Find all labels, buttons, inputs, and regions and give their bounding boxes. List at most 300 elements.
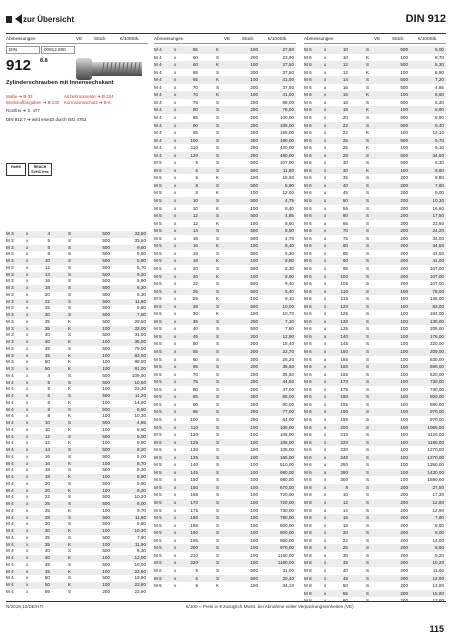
cell-x: x [174, 522, 177, 528]
cell-x: x [324, 537, 327, 543]
cell-thread: M 4 [6, 393, 14, 398]
product-title: Zylinderschrauben mit Innensechskant [6, 80, 114, 86]
cell-price: 7,90 [435, 515, 444, 521]
cell-x: x [26, 359, 29, 365]
cell-thread: M 5 [154, 500, 162, 505]
cell-quantity: 500 [102, 231, 110, 236]
cell-price: 78,00 [282, 107, 294, 113]
cell-thread: M 3 [6, 352, 14, 358]
cell-quantity: 200 [400, 182, 408, 188]
cell-thread: M 3 [6, 258, 14, 263]
table-row [304, 507, 446, 515]
cell-price: 8,40 [285, 243, 294, 249]
cell-price: 20,40 [282, 575, 294, 581]
cell-length: 55 [192, 349, 198, 354]
cell-x: x [26, 480, 29, 486]
cell-thread: M 6 [304, 326, 312, 332]
cell-x: x [174, 341, 177, 347]
table-row [304, 144, 446, 152]
cell-ve: K [216, 296, 220, 302]
cell-length: 8 [47, 413, 50, 419]
cell-price: 630,00 [429, 356, 444, 362]
cell-length: 30 [44, 312, 50, 317]
table-row [154, 114, 296, 122]
cell-length: 60 [192, 356, 198, 362]
cell-thread: M 6 [304, 311, 312, 317]
cell-price: 1350,00 [427, 462, 444, 468]
table-row [304, 371, 446, 379]
cell-ve: K [216, 273, 220, 279]
table-row [6, 265, 148, 272]
cell-x: x [174, 356, 177, 362]
cell-length: 16 [342, 84, 348, 90]
table-row [304, 54, 446, 62]
cell-length: 175 [340, 386, 348, 392]
cell-price: 8,90 [137, 474, 146, 479]
cell-x: x [324, 99, 327, 105]
column-header-stueck: Stück [242, 36, 254, 41]
cell-ve: S [68, 345, 72, 351]
column-header-stueck: Stück [94, 36, 106, 41]
cell-thread: M 8 [304, 567, 312, 573]
cell-x: x [26, 386, 29, 392]
cell-quantity: 500 [102, 332, 110, 338]
cell-x: x [26, 433, 29, 439]
cell-ve: S [216, 349, 220, 354]
cell-quantity: 100 [250, 515, 258, 521]
cell-ve: S [366, 364, 370, 370]
cell-length: 12 [44, 264, 50, 270]
cell-ve: K [68, 359, 72, 365]
cell-thread: M 6 [304, 265, 312, 271]
cell-thread: M 6 [304, 69, 312, 75]
part-din-box: DIN [6, 46, 40, 54]
cell-x: x [174, 92, 177, 98]
cell-thread: M 4 [6, 413, 14, 419]
cell-x: x [174, 537, 177, 543]
cell-quantity: 100 [400, 296, 408, 302]
table-row [304, 220, 446, 228]
cell-ve: S [68, 453, 72, 459]
cell-x: x [26, 575, 29, 581]
cell-quantity: 100 [400, 311, 408, 317]
cell-thread: M 5 [154, 515, 162, 521]
cell-price: 29,50 [134, 318, 146, 324]
cell-quantity: 100 [250, 439, 258, 445]
cell-x: x [26, 264, 29, 270]
cell-x: x [174, 401, 177, 407]
cell-price: 9,20 [137, 487, 146, 493]
cell-price: 19,90 [134, 575, 146, 581]
table-row [304, 522, 446, 530]
cell-thread: M 5 [154, 462, 162, 468]
cell-length: 20 [192, 265, 198, 271]
cell-price: 5,30 [435, 99, 444, 105]
cell-length: 35 [44, 534, 50, 540]
table-row [304, 552, 446, 560]
cell-length: 125 [190, 439, 198, 445]
cell-price: 14,00 [432, 537, 444, 543]
cell-thread: M 6 [304, 296, 312, 302]
cell-ve: S [366, 182, 370, 188]
cell-length: 25 [192, 288, 198, 294]
cell-price: 35,50 [282, 371, 294, 377]
table-row [6, 440, 148, 447]
ref-dimensions-link[interactable]: Maße ➜ B-32 [6, 94, 33, 99]
table-row [6, 454, 148, 461]
top-bar [6, 14, 446, 30]
table-row [154, 318, 296, 326]
cell-thread: M 5 [154, 560, 162, 566]
cell-price: 23,60 [432, 220, 444, 226]
cell-quantity: 100 [400, 416, 408, 422]
cell-quantity: 500 [102, 420, 110, 425]
cell-ve: S [366, 175, 370, 181]
table-row [304, 182, 446, 190]
cell-x: x [324, 145, 327, 151]
cell-thread: M 4 [6, 561, 14, 567]
cell-x: x [324, 182, 327, 188]
cell-ve: S [216, 394, 220, 400]
cell-price: 990,00 [279, 537, 294, 543]
cell-x: x [26, 325, 29, 331]
cell-x: x [324, 160, 327, 166]
cell-x: x [174, 160, 177, 166]
cell-thread: M 5 [154, 160, 162, 166]
cell-quantity: 100 [400, 379, 408, 385]
cell-x: x [26, 501, 29, 506]
cell-ve: S [216, 228, 220, 234]
cell-price: 165,00 [279, 454, 294, 460]
cell-price: 9,10 [435, 145, 444, 151]
cell-x: x [26, 298, 29, 304]
cell-length: 6 [195, 583, 198, 589]
cell-length: 40 [342, 182, 348, 188]
cell-x: x [174, 477, 177, 483]
ref-stainless-link[interactable]: Rostfrei ➜ S. 477 [6, 108, 40, 113]
cell-length: 165 [340, 371, 348, 377]
ref-torque-link[interactable]: Anziehmomente ➜ B-244 [64, 94, 114, 99]
cell-ve: S [68, 379, 72, 385]
cell-price: 8,00 [435, 530, 444, 536]
cell-x: x [324, 507, 327, 513]
cell-quantity: 200 [250, 349, 258, 354]
cell-length: 100 [190, 137, 198, 143]
cell-ve: S [68, 420, 72, 425]
product-info [6, 46, 148, 123]
table-row [154, 386, 296, 394]
cell-x: x [26, 420, 29, 425]
cell-length: 300 [340, 477, 348, 483]
cell-quantity: 100 [400, 371, 408, 377]
table-row [304, 461, 446, 469]
back-arrow-icon [15, 14, 22, 24]
table-row [304, 288, 446, 296]
cell-quantity: 100 [102, 386, 110, 392]
cell-length: 20 [44, 487, 50, 493]
cell-quantity: 100 [250, 92, 258, 98]
cell-price: 900,00 [279, 530, 294, 536]
table-row [304, 310, 446, 318]
cell-price: 11,20 [134, 393, 146, 398]
cell-x: x [324, 205, 327, 211]
cell-x: x [174, 530, 177, 536]
cell-quantity: 500 [250, 160, 258, 166]
cell-ve: K [68, 399, 72, 405]
cell-quantity: 100 [102, 568, 110, 574]
cell-quantity: 500 [102, 406, 110, 412]
cell-price: 130,00 [429, 318, 444, 324]
cell-quantity: 200 [102, 588, 110, 594]
cell-length: 18 [44, 285, 50, 290]
table-row [304, 567, 446, 575]
cell-ve: S [216, 401, 220, 407]
cell-thread: M 4 [6, 582, 14, 587]
cell-price: 88,00 [134, 359, 146, 365]
cell-quantity: 200 [400, 560, 408, 566]
cell-length: 50 [44, 582, 50, 587]
cell-price: 8,80 [285, 258, 294, 264]
cell-ve: S [68, 447, 72, 452]
cell-length: 30 [342, 167, 348, 173]
cell-x: x [324, 152, 327, 158]
cell-quantity: 200 [400, 484, 408, 490]
table-row [304, 273, 446, 281]
back-to-overview-link[interactable] [6, 14, 74, 24]
cell-ve: S [366, 235, 370, 241]
cell-thread: M 4 [6, 453, 14, 459]
cell-price: 107,00 [429, 281, 444, 287]
cell-ve: S [366, 326, 370, 332]
cell-quantity: 100 [250, 537, 258, 543]
table-row [154, 295, 296, 303]
cell-quantity: 500 [102, 372, 110, 378]
cell-ve: S [216, 137, 220, 143]
cell-thread: M 4 [6, 480, 14, 486]
cell-price: 22,70 [282, 349, 294, 354]
cell-x: x [324, 220, 327, 226]
cell-thread: M 6 [304, 114, 312, 120]
cell-quantity: 500 [250, 213, 258, 219]
cell-price: 34,50 [432, 243, 444, 249]
table-row [154, 378, 296, 386]
cell-ve: S [216, 515, 220, 521]
cell-ve: K [216, 190, 220, 196]
cell-x: x [174, 69, 177, 75]
cell-ve: S [216, 326, 220, 332]
cell-length: 90 [192, 122, 198, 128]
cell-thread: M 4 [154, 69, 162, 75]
table-row [154, 310, 296, 318]
cell-length: 8 [345, 484, 348, 490]
table-row [304, 544, 446, 552]
cell-ve: S [68, 494, 72, 500]
cell-price: 9,70 [137, 507, 146, 513]
cell-quantity: 500 [102, 379, 110, 385]
cell-price: 22,60 [134, 568, 146, 574]
cell-ve: S [68, 312, 72, 317]
cell-x: x [174, 326, 177, 332]
cell-ve: S [366, 265, 370, 271]
cell-x: x [26, 548, 29, 554]
cell-x: x [324, 447, 327, 453]
cell-length: 45 [342, 575, 348, 581]
cell-quantity: 100 [400, 92, 408, 98]
cell-quantity: 500 [102, 514, 110, 520]
cell-ve: S [366, 432, 370, 438]
cell-thread: M 6 [304, 77, 312, 83]
cell-price: 35,00 [134, 339, 146, 344]
cell-price: 4,85 [435, 84, 444, 90]
cell-length: 95 [192, 130, 198, 136]
cell-ve: S [366, 416, 370, 422]
cell-x: x [174, 492, 177, 498]
cell-thread: M 6 [304, 205, 312, 211]
cell-length: 195 [190, 537, 198, 543]
cell-quantity: 500 [250, 265, 258, 271]
cell-length: 20 [192, 273, 198, 279]
cell-ve: S [216, 364, 220, 370]
cell-ve: S [216, 424, 220, 430]
cell-length: 18 [44, 467, 50, 473]
cell-ve: S [366, 371, 370, 377]
table-row [154, 220, 296, 228]
cell-quantity: 100 [250, 484, 258, 490]
cell-ve: S [68, 521, 72, 527]
cell-thread: M 4 [6, 474, 14, 479]
cell-thread: M 5 [154, 522, 162, 528]
cell-length: 18 [342, 522, 348, 528]
table-row [6, 380, 148, 387]
cell-x: x [174, 198, 177, 203]
cell-price: 730,00 [279, 507, 294, 513]
cell-length: 20 [342, 530, 348, 536]
cell-ve: S [366, 492, 370, 498]
cell-thread: M 5 [154, 311, 162, 317]
cell-quantity: 100 [400, 130, 408, 136]
cell-length: 10 [44, 426, 50, 432]
cell-quantity: 500 [250, 250, 258, 256]
table-row [304, 431, 446, 439]
cell-ve: K [68, 474, 72, 479]
cell-thread: M 4 [6, 440, 14, 446]
cell-thread: M 6 [304, 477, 312, 483]
catalog-code: N/2019,10/DE/HTI [6, 604, 44, 609]
cell-x: x [174, 394, 177, 400]
table-row [304, 129, 446, 137]
table-row [6, 312, 148, 319]
cell-ve: S [216, 265, 220, 271]
table-row [304, 439, 446, 447]
cell-price: 670,00 [279, 484, 294, 490]
cell-quantity: 500 [102, 521, 110, 527]
table-row [154, 280, 296, 288]
cell-thread: M 3 [6, 237, 14, 243]
cell-x: x [324, 288, 327, 294]
cell-price: 5,00 [435, 47, 444, 52]
cell-price: 13,90 [432, 583, 444, 589]
cell-length: 35 [44, 325, 50, 331]
table-row [6, 562, 148, 569]
cell-length: 10 [44, 420, 50, 425]
table-row [6, 292, 148, 299]
cell-thread: M 4 [154, 47, 162, 52]
cell-length: 95 [192, 409, 198, 415]
cell-thread: M 3 [6, 285, 14, 290]
table-row [6, 386, 148, 393]
cell-x: x [26, 413, 29, 419]
table-row [154, 174, 296, 182]
cell-length: 155 [340, 356, 348, 362]
cell-quantity: 500 [102, 447, 110, 452]
cell-length: 50 [192, 341, 198, 347]
cell-quantity: 200 [250, 84, 258, 90]
cell-thread: M 5 [154, 424, 162, 430]
cell-quantity: 100 [102, 426, 110, 432]
cell-x: x [174, 145, 177, 151]
cell-length: 185 [190, 522, 198, 528]
ref-corrosion-link[interactable]: Korrosionsschutz ➜ B-6 [64, 100, 111, 105]
table-row [6, 447, 148, 454]
cell-quantity: 200 [250, 107, 258, 113]
cell-ve: S [366, 560, 370, 566]
cell-ve: S [216, 500, 220, 505]
cell-length: 160 [190, 484, 198, 490]
cell-ve: S [216, 416, 220, 422]
cell-length: 210 [190, 552, 198, 558]
cell-thread: M 8 [304, 484, 312, 490]
cell-quantity: 500 [400, 47, 408, 52]
cell-price: 8,60 [137, 426, 146, 432]
cell-ve: S [366, 152, 370, 158]
cell-ve: S [366, 213, 370, 219]
cell-price: 27,50 [432, 484, 444, 490]
cell-thread: M 5 [154, 228, 162, 234]
cell-length: 18 [342, 99, 348, 105]
cell-x: x [324, 228, 327, 234]
cell-quantity: 500 [102, 264, 110, 270]
cell-length: 180 [340, 394, 348, 400]
cell-quantity: 100 [250, 220, 258, 226]
cell-thread: M 4 [154, 130, 162, 136]
ref-material-link[interactable]: Werkstoffangaben ➜ B-230 [6, 100, 60, 105]
cell-thread: M 8 [304, 590, 312, 596]
cell-quantity: 500 [250, 575, 258, 581]
cell-thread: M 3 [6, 312, 14, 317]
cell-quantity: 100 [102, 507, 110, 513]
cell-ve: S [216, 182, 220, 188]
cell-x: x [174, 507, 177, 513]
cell-quantity: 200 [250, 333, 258, 339]
cell-price: 36,50 [282, 364, 294, 370]
cell-x: x [174, 454, 177, 460]
table-row [304, 167, 446, 175]
table-row [154, 197, 296, 205]
cell-ve: S [366, 469, 370, 475]
table-row [6, 542, 148, 549]
cell-thread: M 5 [154, 333, 162, 339]
cell-quantity: 100 [250, 469, 258, 475]
table-row [304, 137, 446, 145]
table-row [304, 318, 446, 326]
table-row [154, 393, 296, 401]
cell-price: 12,80 [432, 500, 444, 505]
cell-ve: S [216, 409, 220, 415]
cell-price: 23,90 [282, 54, 294, 60]
table-row [304, 197, 446, 205]
cell-quantity: 200 [250, 99, 258, 105]
cell-x: x [324, 469, 327, 475]
